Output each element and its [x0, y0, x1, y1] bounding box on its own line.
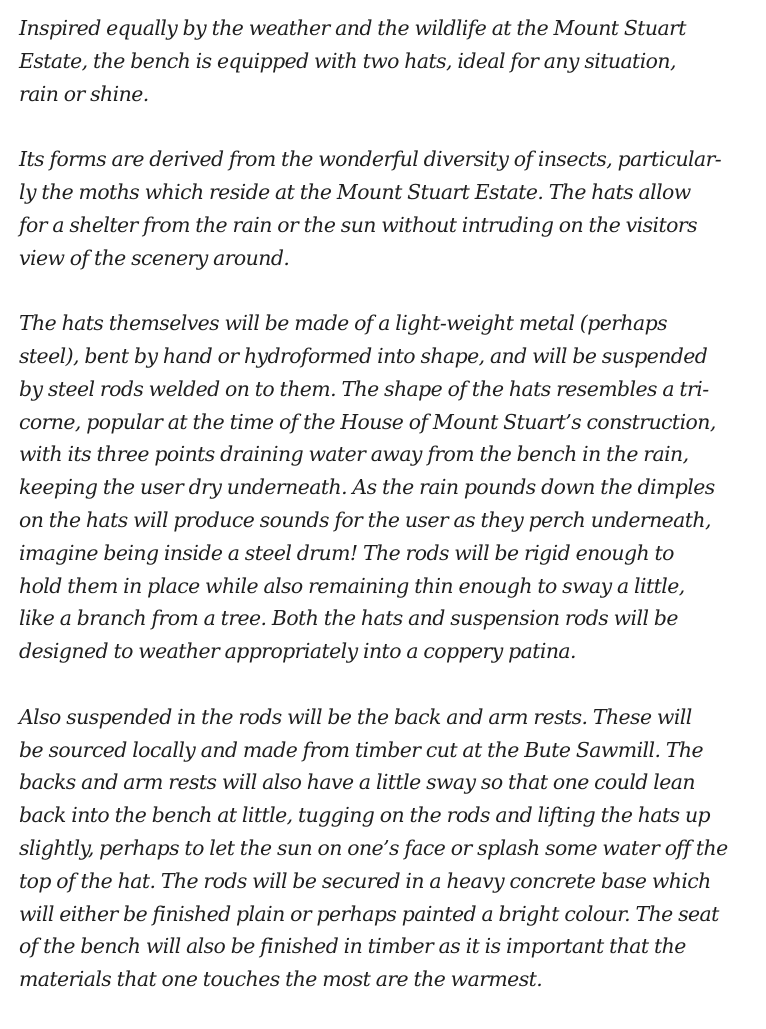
text-line: keeping the user dry underneath. As the rain pounds down the dimples — [19, 475, 715, 500]
text-line: Also suspended in the rods will be the back and arm rests. These will — [19, 704, 692, 729]
text-line: ly the moths which reside at the Mount Stuart Estate. The hats allow — [19, 179, 691, 204]
text-line: rain or shine. — [19, 81, 149, 106]
text-line: imagine being inside a steel drum! The rods will be rigid enough to — [19, 540, 674, 565]
text-line: be sourced locally and made from timber cut at the Bute Sawmill. The — [19, 737, 704, 762]
paragraph-insect-forms — [19, 143, 754, 274]
text-line: top of the hat. The rods will be secured in a heavy concrete base which — [19, 868, 711, 893]
text-line: Inspired equally by the weather and the wildlife at the Mount Stuart — [19, 16, 686, 40]
text-line: designed to weather appropriately into a coppery patina. — [19, 639, 576, 664]
text-line: back into the bench at little, tugging on the rods and lifting the hats up — [19, 803, 711, 828]
text-line: materials that one touches the most are the warmest. — [19, 967, 543, 992]
text-line: The hats themselves will be made of a light-weight metal (perhaps — [19, 311, 668, 336]
text-line: view of the scenery around. — [19, 245, 290, 270]
paragraph-back-arm-rests — [19, 701, 754, 996]
text-line: will either be finished plain or perhaps painted a bright colour. The seat — [19, 901, 719, 926]
text-line: Its forms are derived from the wonderful diversity of insects, particular- — [19, 147, 722, 172]
paragraph-weather-wildlife — [19, 12, 754, 110]
document-body — [19, 12, 754, 1029]
text-line: with its three points draining water away from the bench in the rain, — [19, 442, 689, 467]
text-line: by steel rods welded on to them. The shape of the hats resembles a tri- — [19, 376, 709, 401]
text-line: slightly, perhaps to let the sun on one’s face or splash some water off the — [19, 835, 728, 860]
text-line: steel), bent by hand or hydroformed into shape, and will be suspended — [19, 343, 708, 368]
text-line: on the hats will produce sounds for the user as they perch underneath, — [19, 507, 711, 532]
paragraph-hats-material — [19, 307, 754, 668]
text-line: for a shelter from the rain or the sun without intruding on the visitors — [19, 212, 697, 237]
text-line: like a branch from a tree. Both the hats and suspension rods will be — [19, 606, 678, 631]
text-line: backs and arm rests will also have a little sway so that one could lean — [19, 770, 695, 795]
text-line: hold them in place while also remaining thin enough to sway a little, — [19, 573, 685, 598]
text-line: of the bench will also be finished in timber as it is important that the — [19, 934, 686, 959]
text-line: Estate, the bench is equipped with two hats, ideal for any situation, — [19, 48, 676, 73]
text-line: corne, popular at the time of the House of Mount Stuart’s construction, — [19, 409, 716, 434]
